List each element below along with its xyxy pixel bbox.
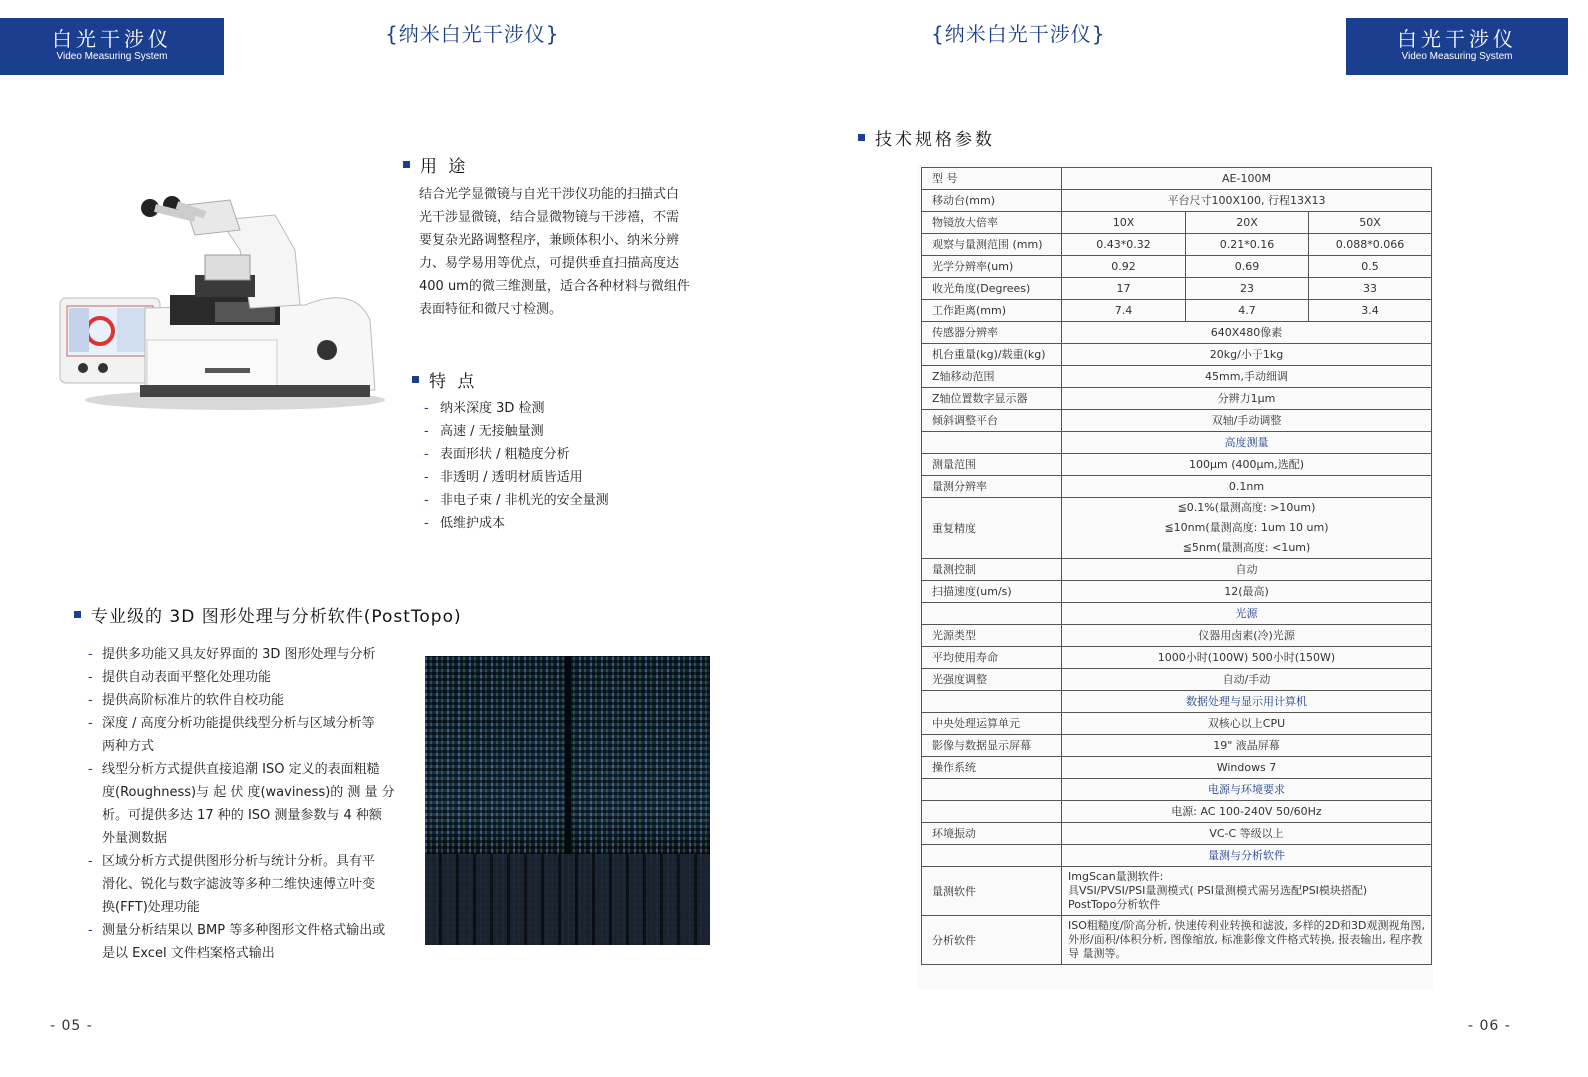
feature-item: - 非电子束 / 非机光的安全量测 [424, 493, 609, 508]
spec-label [922, 432, 1062, 454]
spec-value: 分辨力1μm [1062, 388, 1432, 410]
spec-row [922, 190, 1432, 212]
feature-item: - 表面形状 / 粗糙度分析 [424, 447, 570, 462]
software-title: 专业级的 3D 图形处理与分析软件(PostTopo) [74, 602, 462, 627]
spec-label: 工作距离(mm) [922, 300, 1062, 322]
software-item: - 提供高阶标准片的软件自校功能 [88, 693, 285, 708]
spec-title: 技术规格参数 [858, 125, 995, 150]
spec-row [922, 647, 1432, 669]
spec-row [922, 388, 1432, 410]
software-list [88, 643, 408, 965]
feature-item: - 低维护成本 [424, 516, 506, 531]
spec-row [922, 603, 1432, 625]
spec-value [1062, 498, 1432, 559]
bullet-square-icon [412, 376, 419, 383]
spec-label: 影像与数据显示屏幕 [922, 735, 1062, 757]
software-item: - 测量分析结果以 BMP 等多种图形文件格式输出或 是以 Excel 文件档案格式输出 [88, 923, 386, 961]
bullet-square-icon [403, 161, 410, 168]
usage-line: 结合光学显微镜与自光干涉仪功能的扫描式白 [419, 187, 680, 202]
spec-value: 50X [1309, 212, 1432, 234]
spec-value-line: ≦5nm(量测高度: <1um) [1182, 541, 1311, 554]
spec-row [922, 867, 1432, 916]
spec-value: 0.1nm [1062, 476, 1432, 498]
spec-value-line: ≦0.1%(量测高度: >10um) [1177, 501, 1316, 514]
spec-value: 0.5 [1309, 256, 1432, 278]
feature-item: - 非透明 / 透明材质皆适用 [424, 470, 583, 485]
spec-value: 20kg/小于1kg [1062, 344, 1432, 366]
page-number-left: - 05 - [50, 1018, 93, 1034]
bullet-square-icon [74, 611, 81, 618]
header-title-left: {纳米白光干涉仪} [385, 22, 560, 46]
spec-value: 33 [1309, 278, 1432, 300]
spec-label [922, 779, 1062, 801]
spec-row [922, 559, 1432, 581]
software-item: - 线型分析方式提供直接追潮 ISO 定义的表面粗糙 度(Roughness)与 起 伏 度(waviness)的 测 量 分 析。可提供多达 17 种的 ISO 测量参数与 4 种额 外量测数据 [88, 762, 395, 846]
spec-label: Z轴位置数字显示器 [922, 388, 1062, 410]
spec-value-line: ≦10nm(量测高度: 1um 10 um) [1164, 521, 1329, 534]
software-item: - 提供自动表面平整化处理功能 [88, 670, 272, 685]
spec-label [922, 603, 1062, 625]
brand-subtitle: Video Measuring System [1401, 51, 1513, 62]
spec-value-line: 具VSI/PVSI/PSI量测模式( PSI量测模式需另选配PSI模块搭配) [1068, 884, 1368, 897]
usage-text [419, 183, 719, 321]
spec-value: 4.7 [1186, 300, 1309, 322]
spec-label: 平均使用寿命 [922, 647, 1062, 669]
spec-row [922, 498, 1432, 559]
spec-value: 0.92 [1062, 256, 1186, 278]
usage-line: 400 um的微三维测量，适合各种材料与微组件 [419, 279, 690, 294]
spec-section-header: 量测与分析软件 [1062, 845, 1432, 867]
spec-label: 机台重量(kg)/载重(kg) [922, 344, 1062, 366]
spec-value: 12(最高) [1062, 581, 1432, 603]
spec-value: AE-100M [1062, 168, 1432, 190]
spec-row [922, 713, 1432, 735]
spec-value: 自动/手动 [1062, 669, 1432, 691]
spec-label [922, 845, 1062, 867]
spec-label: 光学分辨率(um) [922, 256, 1062, 278]
spec-row [922, 300, 1432, 322]
spec-value: 仪器用卤素(冷)光源 [1062, 625, 1432, 647]
spec-value-line: ISO粗糙度/阶高分析, 快速传利业转换和滤波, 多样的2D和3D观测视角图, 外形/面积/体积分析, 图像缩放, 标准影像文件格式转换, 报表输出, 程序教导 量测等。 [1068, 919, 1426, 960]
spec-row [922, 779, 1432, 801]
spec-row [922, 916, 1432, 965]
feature-item: - 高速 / 无接触量测 [424, 424, 544, 439]
spec-label: 量测软件 [922, 867, 1062, 916]
page-number-right: - 06 - [1468, 1018, 1511, 1034]
spec-label: 量测分辨率 [922, 476, 1062, 498]
spec-label: 光强度调整 [922, 669, 1062, 691]
spec-value: 电源: AC 100-240V 50/60Hz [1062, 801, 1432, 823]
spec-row [922, 410, 1432, 432]
brand-box-right [1346, 18, 1568, 75]
spec-row [922, 212, 1432, 234]
spec-value: 双核心以上CPU [1062, 713, 1432, 735]
spec-label: 测量范围 [922, 454, 1062, 476]
spec-value: 10X [1062, 212, 1186, 234]
spec-table-container [917, 163, 1433, 989]
spec-value: 1000小时(100W) 500小时(150W) [1062, 647, 1432, 669]
spec-value: 0.088*0.066 [1309, 234, 1432, 256]
usage-line: 光干涉显微镜，结合显微物镜与干涉禧，不需 [419, 210, 680, 225]
spec-label: 分析软件 [922, 916, 1062, 965]
spec-row [922, 256, 1432, 278]
spec-value: 20X [1186, 212, 1309, 234]
spec-row [922, 801, 1432, 823]
spec-value [1062, 867, 1432, 916]
spec-table [921, 167, 1432, 965]
brand-title: 白光干涉仪 [52, 27, 172, 51]
spec-section-header: 光源 [1062, 603, 1432, 625]
spec-value: 3.4 [1309, 300, 1432, 322]
spec-row [922, 845, 1432, 867]
spec-row [922, 366, 1432, 388]
spec-label: 收光角度(Degrees) [922, 278, 1062, 300]
spec-label [922, 691, 1062, 713]
software-item: - 深度 / 高度分析功能提供线型分析与区域分析等 两种方式 [88, 716, 375, 754]
spec-row [922, 669, 1432, 691]
spec-value: 19" 液晶屏幕 [1062, 735, 1432, 757]
spec-row [922, 625, 1432, 647]
spec-label: 量测控制 [922, 559, 1062, 581]
spec-value: 100μm (400μm,选配) [1062, 454, 1432, 476]
spec-value: 平台尺寸100X100, 行程13X13 [1062, 190, 1432, 212]
spec-value [1062, 916, 1432, 965]
bullet-square-icon [858, 134, 865, 141]
spec-label: Z轴移动范围 [922, 366, 1062, 388]
spec-label: 环境振动 [922, 823, 1062, 845]
spec-value: 0.21*0.16 [1186, 234, 1309, 256]
spec-label: 移动台(mm) [922, 190, 1062, 212]
header-title-right: {纳米白光干涉仪} [931, 22, 1106, 46]
spec-label: 型 号 [922, 168, 1062, 190]
spec-value: 640X480像素 [1062, 322, 1432, 344]
spec-value: VC-C 等级以上 [1062, 823, 1432, 845]
spec-row [922, 454, 1432, 476]
spec-row [922, 823, 1432, 845]
spec-row [922, 322, 1432, 344]
spec-row [922, 581, 1432, 603]
spec-label: 重复精度 [922, 498, 1062, 559]
features-title: 特 点 [412, 367, 477, 392]
spec-label: 倾斜调整平台 [922, 410, 1062, 432]
spec-label: 中央处理运算单元 [922, 713, 1062, 735]
spec-row [922, 234, 1432, 256]
spec-value-line: PostTopo分析软件 [1068, 898, 1161, 911]
brand-title: 白光干涉仪 [1397, 27, 1517, 51]
usage-line: 要复杂光路调整程序，兼顾体积小、纳米分辨 [419, 233, 680, 248]
usage-title: 用 途 [403, 152, 468, 177]
spec-value: 45mm,手动细调 [1062, 366, 1432, 388]
spec-row [922, 278, 1432, 300]
software-item: - 区域分析方式提供图形分析与统计分析。具有平 滑化、锐化与数字滤波等多种二维快速傅立叶变 换(FFT)处理功能 [88, 854, 376, 915]
features-list [424, 397, 609, 535]
spec-value: 双轴/手动调整 [1062, 410, 1432, 432]
feature-item: - 纳米深度 3D 检测 [424, 401, 545, 416]
spec-label: 观察与量测范围 (mm) [922, 234, 1062, 256]
spec-value: 0.69 [1186, 256, 1309, 278]
spec-label: 物镜放大倍率 [922, 212, 1062, 234]
usage-line: 表面特征和微尺寸检测。 [419, 302, 563, 317]
spec-row [922, 476, 1432, 498]
software-item: - 提供多功能又具友好界面的 3D 图形处理与分析 [88, 647, 376, 662]
spec-row [922, 735, 1432, 757]
spec-label: 操作系统 [922, 757, 1062, 779]
spec-label [922, 801, 1062, 823]
spec-label: 扫描速度(um/s) [922, 581, 1062, 603]
instrument-image [55, 190, 385, 415]
spec-value: 23 [1186, 278, 1309, 300]
spec-row [922, 344, 1432, 366]
spec-value: 自动 [1062, 559, 1432, 581]
spec-section-header: 电源与环境要求 [1062, 779, 1432, 801]
spec-value-line: ImgScan量测软件: [1068, 870, 1164, 883]
spec-row [922, 757, 1432, 779]
spec-label: 传感器分辨率 [922, 322, 1062, 344]
spec-row [922, 691, 1432, 713]
spec-value: 0.43*0.32 [1062, 234, 1186, 256]
spec-row [922, 432, 1432, 454]
spec-section-header: 高度测量 [1062, 432, 1432, 454]
spec-value: Windows 7 [1062, 757, 1432, 779]
spec-row [922, 168, 1432, 190]
usage-line: 力、易学易用等优点，可提供垂直扫描高度达 [419, 256, 680, 271]
brand-subtitle: Video Measuring System [56, 51, 168, 62]
spec-value: 17 [1062, 278, 1186, 300]
code-screen-image [425, 656, 710, 945]
spec-value: 7.4 [1062, 300, 1186, 322]
spec-section-header: 数据处理与显示用计算机 [1062, 691, 1432, 713]
spec-label: 光源类型 [922, 625, 1062, 647]
brand-box-left [0, 18, 224, 75]
